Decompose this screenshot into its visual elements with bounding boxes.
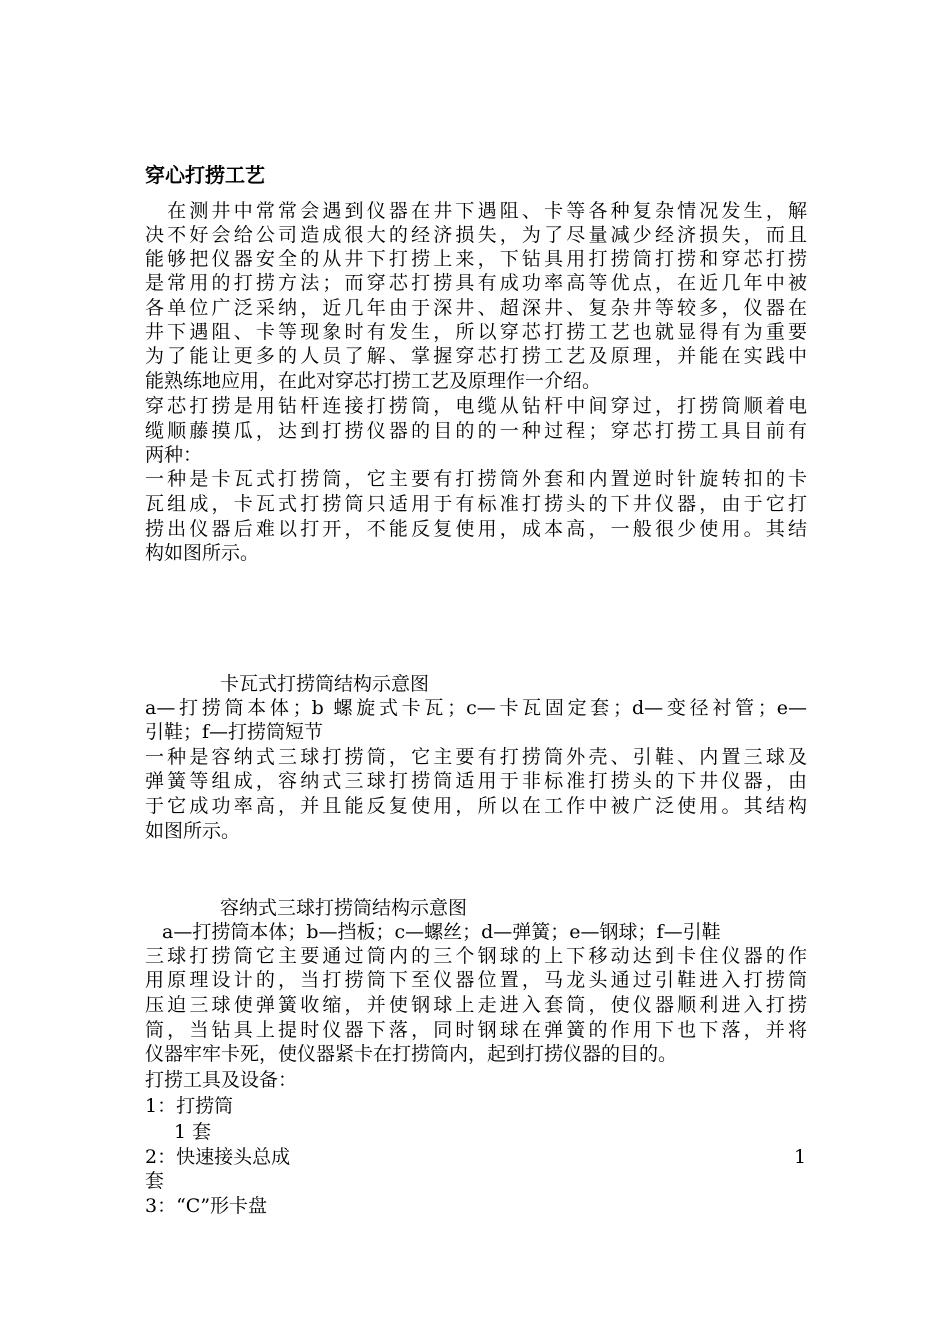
intro-line-2: 决不好会给公司造成很大的经济损失，为了尽量减少经济损失，而且 xyxy=(145,224,807,246)
figure1-legend-line-2: 引鞋；f—打捞筒短节 xyxy=(145,721,324,743)
principle-line-2: 用原理设计的，当打捞筒下至仪器位置，马龙头通过引鞋进入打捞筒 xyxy=(145,969,807,991)
type1-line-1: 一种是卡瓦式打捞筒，它主要有打捞筒外套和内置逆时针旋转扣的卡 xyxy=(145,468,807,490)
intro-line-7: 为了能让更多的人员了解、掌握穿芯打捞工艺及原理，并能在实践中 xyxy=(145,345,807,367)
principle-line-5: 仪器牢牢卡死，使仪器紧卡在打捞筒内，起到打捞仪器的目的。 xyxy=(145,1043,678,1065)
type1-line-3: 捞出仪器后难以打开，不能反复使用，成本高，一般很少使用。其结 xyxy=(145,518,807,540)
figure2-caption: 容纳式三球打捞筒结构示意图 xyxy=(220,897,468,919)
type2-line-3: 于它成功率高，并且能反复使用，所以在工作中被广泛使用。其结构 xyxy=(145,795,807,817)
intro-line-6: 井下遇阻、卡等现象时有发生，所以穿芯打捞工艺也就显得有为重要 xyxy=(145,321,807,343)
principle-line-1: 三球打捞筒它主要通过筒内的三个钢球的上下移动达到卡住仪器的作 xyxy=(145,945,807,967)
equipment-item-2-qty-number: 1 xyxy=(794,1146,807,1168)
intro-line-8: 能熟练地应用，在此对穿芯打捞工艺及原理作一介绍。 xyxy=(145,370,602,392)
principle-line-3: 压迫三球使弹簧收缩，并使钢球上走进入套筒，使仪器顺利进入打捞 xyxy=(145,994,807,1016)
intro-line-4: 是常用的打捞方法；而穿芯打捞具有成功率高等优点，在近几年中被 xyxy=(145,272,807,294)
equipment-item-1-name: 1：打捞筒 xyxy=(145,1095,234,1117)
type1-line-2: 瓦组成，卡瓦式打捞筒只适用于有标准打捞头的下井仪器，由于它打 xyxy=(145,493,807,515)
figure1-caption: 卡瓦式打捞筒结构示意图 xyxy=(220,673,430,695)
definition-line-2: 缆顺藤摸瓜，达到打捞仪器的目的的一种过程；穿芯打捞工具目前有 xyxy=(145,420,807,442)
intro-line-3: 能够把仪器安全的从井下打捞上来，下钻具用打捞筒打捞和穿芯打捞 xyxy=(145,248,807,270)
equipment-item-2-name: 2：快速接头总成 xyxy=(145,1146,291,1168)
type2-line-1: 一种是容纳式三球打捞筒，它主要有打捞筒外壳、引鞋、内置三球及 xyxy=(145,746,807,768)
equipment-item-1-qty: 1 套 xyxy=(174,1121,212,1143)
figure2-legend: a—打捞筒本体；b—挡板；c—螺丝；d—弹簧；e—钢球；f—引鞋 xyxy=(162,921,721,943)
equipment-heading: 打捞工具及设备： xyxy=(145,1069,298,1091)
type1-line-4: 构如图所示。 xyxy=(145,542,260,564)
figure1-legend-line-1: a—打捞筒本体；b 螺旋式卡瓦；c—卡瓦固定套；d—变径衬管；e— xyxy=(145,697,807,719)
definition-line-3: 两种： xyxy=(145,444,203,466)
principle-line-4: 筒，当钻具上提时仪器下落，同时钢球在弹簧的作用下也下落，并将 xyxy=(145,1019,807,1041)
type2-line-4: 如图所示。 xyxy=(145,820,241,842)
intro-line-5: 各单位广泛采纳，近几年由于深井、超深井、复杂井等较多，仪器在 xyxy=(145,297,807,319)
equipment-item-2-qty-unit: 套 xyxy=(145,1170,165,1192)
equipment-item-3-name: 3：“C”形卡盘 xyxy=(145,1195,268,1217)
definition-line-1: 穿芯打捞是用钻杆连接打捞筒，电缆从钻杆中间穿过，打捞筒顺着电 xyxy=(145,395,807,417)
intro-line-1: 在测井中常常会遇到仪器在井下遇阻、卡等各种复杂情况发生，解 xyxy=(145,200,807,222)
type2-line-2: 弹簧等组成，容纳式三球打捞筒适用于非标准打捞头的下井仪器，由 xyxy=(145,770,807,792)
document-title: 穿心打捞工艺 xyxy=(145,163,265,187)
